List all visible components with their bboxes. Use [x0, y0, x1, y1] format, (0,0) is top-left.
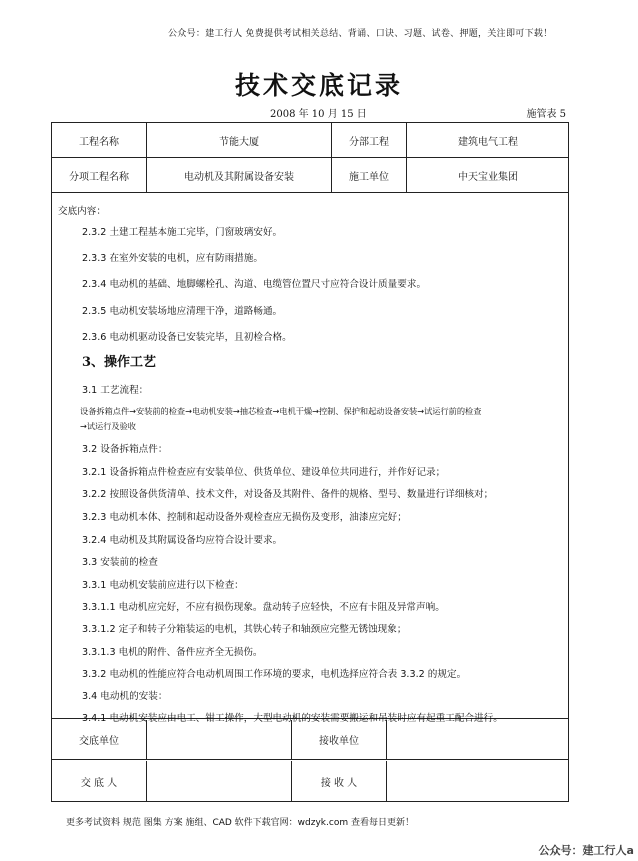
content-line: 2.3.3 在室外安装的电机，应有防雨措施。 — [82, 253, 263, 264]
contractor-label: 施工单位 — [332, 158, 407, 192]
document-date: 2008 年 10 月 15 日 — [270, 109, 367, 120]
division-label: 分部工程 — [332, 123, 407, 157]
content-heading: 交底内容： — [58, 206, 106, 217]
bottom-note: 更多考试资料 规范 图集 方案 施组、CAD 软件下载官网：wdzyk.com 查看每日更新！ — [66, 818, 414, 828]
division-value: 建筑电气工程 — [458, 136, 518, 148]
content-line: 3.3.1.2 定子和转子分箱装运的电机，其铁心转子和轴颈应完整无锈蚀现象； — [82, 624, 407, 635]
content-line: 3.1 工艺流程： — [82, 385, 149, 396]
content-line: 3.3.2 电动机的性能应符合电动机周围工作环境的要求，电机选择应符合表 3.3.2 的规定。 — [82, 669, 467, 680]
content-line: →试运行及验收 — [80, 421, 136, 431]
content-block — [52, 193, 568, 724]
content-line: 3.3.1 电动机安装前应进行以下检查： — [82, 580, 244, 591]
watermark: 公众号：建工行人a — [538, 844, 634, 857]
header-note: 公众号：建工行人 免费提供考试相关总结、背诵、口诀、习题、试卷、押题，关注即可下载！ — [168, 29, 553, 39]
section-heading: 3、操作工艺 — [82, 355, 157, 370]
issuer-label: 交 底 人 — [52, 761, 147, 801]
content-line: 3.3.1.1 电动机应完好，不应有损伤现象。盘动转子应轻快，不应有卡阻及异常声响。 — [82, 602, 445, 613]
content-line: 3.2.1 设备拆箱点件检查应有安装单位、供货单位、建设单位共同进行，并作好记录； — [82, 467, 446, 478]
content-line: 3.2.4 电动机及其附属设备均应符合设计要求。 — [82, 535, 283, 546]
contractor-value: 中天宝业集团 — [458, 171, 518, 183]
receiver-unit-label: 接收单位 — [292, 720, 387, 759]
issuer-unit-label: 交底单位 — [52, 720, 147, 759]
issuer-field — [147, 761, 292, 801]
record-table — [51, 122, 569, 802]
signature-row-2 — [52, 761, 568, 801]
info-row-1 — [52, 123, 568, 158]
content-line: 2.3.6 电动机驱动设备已安装完毕，且初检合格。 — [82, 332, 292, 343]
content-line: 3.3 安装前的检查 — [82, 557, 158, 568]
content-line: 2.3.5 电动机安装场地应清理干净，道路畅通。 — [82, 306, 283, 317]
subitem-label: 分项工程名称 — [52, 158, 147, 192]
content-line: 3.2 设备拆箱点件： — [82, 444, 168, 455]
receiver-field — [387, 761, 569, 801]
content-line: 设备拆箱点件→安装前的检查→电动机安装→抽芯检查→电机干燥→控制、保护和起动设备安装→试运行前的检查 — [80, 406, 482, 416]
content-line: 3.4.1 电动机安装应由电工、钳工操作，大型电动机的安装需要搬运和吊装时应有起重工配合进行。 — [82, 713, 503, 724]
subitem-value: 电动机及其附属设备安装 — [147, 158, 332, 192]
content-line: 3.4 电动机的安装： — [82, 691, 168, 702]
project-name-label: 工程名称 — [52, 123, 147, 157]
content-line: 2.3.2 土建工程基本施工完毕，门窗玻璃安好。 — [82, 227, 283, 238]
info-row-2 — [52, 158, 568, 193]
receiver-unit-field — [387, 720, 569, 759]
receiver-label: 接 收 人 — [292, 761, 387, 801]
form-number: 施管表 5 — [526, 109, 566, 120]
issuer-unit-field — [147, 720, 292, 759]
content-line: 2.3.4 电动机的基础、地脚螺栓孔、沟道、电缆管位置尺寸应符合设计质量要求。 — [82, 279, 427, 290]
content-line: 3.3.1.3 电机的附件、备件应齐全无损伤。 — [82, 647, 263, 658]
content-line: 3.2.3 电动机本体、控制和起动设备外观检查应无损伤及变形，油漆应完好； — [82, 512, 407, 523]
document-title: 技术交底记录 — [234, 71, 403, 100]
signature-row-1 — [52, 720, 568, 760]
project-name-value: 节能大厦 — [147, 123, 332, 157]
content-line: 3.2.2 按照设备供货清单、技术文件，对设备及其附件、备件的规格、型号、数量进行详细核对； — [82, 489, 494, 500]
